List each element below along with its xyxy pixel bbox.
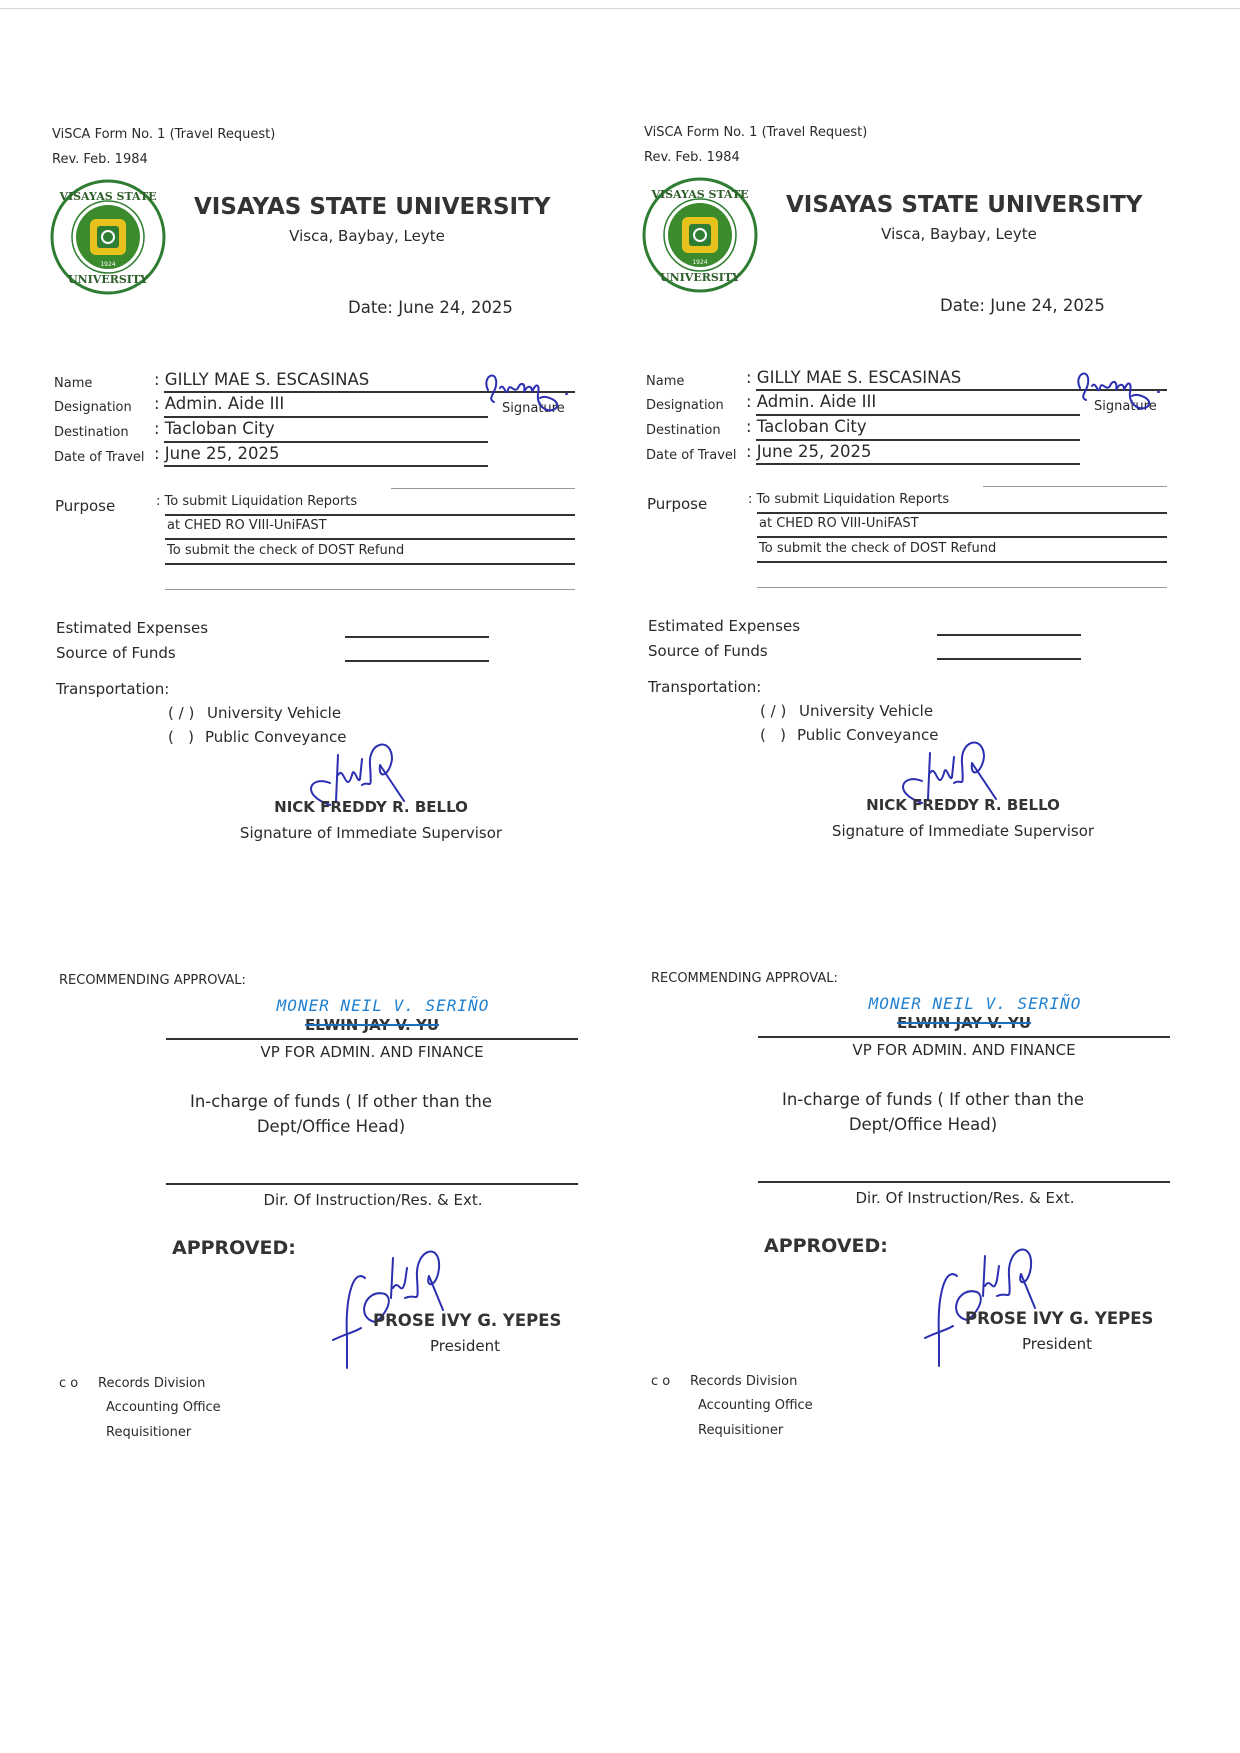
- purpose-label: Purpose: [647, 495, 708, 513]
- estimated-expenses-label: Estimated Expenses: [648, 617, 801, 635]
- struck-vp-name: ELWIN JAY V. YU: [896, 1014, 1032, 1032]
- incharge-line-1: In-charge of funds ( If other than the: [189, 1092, 493, 1111]
- travel-request-form-right: [592, 0, 1212, 1751]
- public-conveyance-checkbox[interactable]: ( ): [168, 728, 195, 746]
- name-label: Name: [54, 376, 93, 391]
- recommending-approval-label: RECOMMENDING APPROVAL:: [59, 973, 246, 988]
- travel-date-label: Date of Travel: [646, 448, 737, 463]
- approved-label: APPROVED:: [172, 1237, 296, 1259]
- cc-accounting-office: Accounting Office: [698, 1398, 813, 1413]
- transportation-label: Transportation:: [56, 680, 170, 698]
- designation-value: : Admin. Aide III: [746, 392, 877, 411]
- university-vehicle-label: University Vehicle: [207, 704, 342, 722]
- purpose-line-2: at CHED RO VIII-UniFAST: [167, 518, 327, 533]
- cc-label: c o: [59, 1376, 79, 1391]
- recommending-approval-label: RECOMMENDING APPROVAL:: [651, 971, 838, 986]
- travel-date-label: Date of Travel: [54, 450, 145, 465]
- president-name: PROSE IVY G. YEPES: [373, 1311, 562, 1330]
- cc-records-division: Records Division: [98, 1376, 206, 1391]
- purpose-line-3: To submit the check of DOST Refund: [167, 543, 405, 558]
- form-number: ViSCA Form No. 1 (Travel Request): [52, 127, 276, 142]
- svg-text:VISAYAS STATE: VISAYAS STATE: [651, 188, 749, 201]
- form-revision: Rev. Feb. 1984: [644, 150, 740, 165]
- cc-label: c o: [651, 1374, 671, 1389]
- handwritten-replacement-name: MONER NEIL V. SERIÑO: [868, 994, 1082, 1013]
- purpose-label: Purpose: [55, 497, 116, 515]
- president-title: President: [1022, 1335, 1092, 1353]
- vp-title: VP FOR ADMIN. AND FINANCE: [852, 1041, 1076, 1059]
- university-seal-logo: [642, 177, 758, 293]
- estimated-expenses-label: Estimated Expenses: [56, 619, 209, 637]
- supervisor-name: NICK FREDDY R. BELLO: [866, 796, 1060, 814]
- incharge-line-1: In-charge of funds ( If other than the: [781, 1090, 1085, 1109]
- supervisor-name: NICK FREDDY R. BELLO: [274, 798, 468, 816]
- request-date: Date: June 24, 2025: [348, 298, 513, 317]
- cc-requisitioner: Requisitioner: [698, 1423, 784, 1438]
- purpose-line-1: : To submit Liquidation Reports: [748, 492, 950, 507]
- signature-label: Signature: [502, 401, 565, 416]
- destination-label: Destination: [54, 425, 129, 440]
- incharge-line-2: Dept/Office Head): [256, 1117, 406, 1136]
- designation-label: Designation: [646, 398, 724, 413]
- travel-date-value: : June 25, 2025: [154, 444, 280, 463]
- form-revision: Rev. Feb. 1984: [52, 152, 148, 167]
- svg-text:1924: 1924: [692, 259, 708, 266]
- purpose-line-1: : To submit Liquidation Reports: [156, 494, 358, 509]
- name-label: Name: [646, 374, 685, 389]
- svg-text:1924: 1924: [100, 261, 116, 268]
- form-number: ViSCA Form No. 1 (Travel Request): [644, 125, 868, 140]
- vp-title: VP FOR ADMIN. AND FINANCE: [260, 1043, 484, 1061]
- university-vehicle-label: University Vehicle: [799, 702, 934, 720]
- handwritten-replacement-name: MONER NEIL V. SERIÑO: [276, 996, 490, 1015]
- director-title: Dir. Of Instruction/Res. & Ext.: [263, 1191, 483, 1209]
- president-name: PROSE IVY G. YEPES: [965, 1309, 1154, 1328]
- destination-label: Destination: [646, 423, 721, 438]
- cc-requisitioner: Requisitioner: [106, 1425, 192, 1440]
- public-conveyance-label: Public Conveyance: [205, 728, 347, 746]
- president-title: President: [430, 1337, 500, 1355]
- svg-text:UNIVERSITY: UNIVERSITY: [660, 271, 740, 284]
- public-conveyance-checkbox[interactable]: ( ): [760, 726, 787, 744]
- purpose-line-3: To submit the check of DOST Refund: [759, 541, 997, 556]
- transportation-label: Transportation:: [648, 678, 762, 696]
- supervisor-title: Signature of Immediate Supervisor: [239, 824, 503, 842]
- source-of-funds-label: Source of Funds: [648, 642, 768, 660]
- public-conveyance-label: Public Conveyance: [797, 726, 939, 744]
- destination-value: : Tacloban City: [746, 417, 867, 436]
- incharge-line-2: Dept/Office Head): [848, 1115, 998, 1134]
- supervisor-title: Signature of Immediate Supervisor: [831, 822, 1095, 840]
- svg-text:UNIVERSITY: UNIVERSITY: [68, 273, 148, 286]
- university-vehicle-checkbox[interactable]: ( / ): [168, 704, 195, 722]
- university-seal-logo: [50, 179, 166, 295]
- university-name: VISAYAS STATE UNIVERSITY: [194, 194, 551, 220]
- university-vehicle-checkbox[interactable]: ( / ): [760, 702, 787, 720]
- director-title: Dir. Of Instruction/Res. & Ext.: [855, 1189, 1075, 1207]
- request-date: Date: June 24, 2025: [940, 296, 1105, 315]
- svg-text:VISAYAS STATE: VISAYAS STATE: [59, 190, 157, 203]
- approved-label: APPROVED:: [764, 1235, 888, 1257]
- destination-value: : Tacloban City: [154, 419, 275, 438]
- designation-value: : Admin. Aide III: [154, 394, 285, 413]
- cc-accounting-office: Accounting Office: [106, 1400, 221, 1415]
- struck-vp-name: ELWIN JAY V. YU: [304, 1016, 440, 1034]
- purpose-line-2: at CHED RO VIII-UniFAST: [759, 516, 919, 531]
- requester-signature: [480, 368, 590, 418]
- cc-records-division: Records Division: [690, 1374, 798, 1389]
- university-address: Visca, Baybay, Leyte: [881, 225, 1037, 243]
- university-name: VISAYAS STATE UNIVERSITY: [786, 192, 1143, 218]
- designation-label: Designation: [54, 400, 132, 415]
- university-address: Visca, Baybay, Leyte: [289, 227, 445, 245]
- signature-label: Signature: [1094, 399, 1157, 414]
- travel-date-value: : June 25, 2025: [746, 442, 872, 461]
- source-of-funds-label: Source of Funds: [56, 644, 176, 662]
- requester-signature: [1072, 366, 1182, 416]
- name-value: : GILLY MAE S. ESCASINAS: [154, 370, 370, 389]
- name-value: : GILLY MAE S. ESCASINAS: [746, 368, 962, 387]
